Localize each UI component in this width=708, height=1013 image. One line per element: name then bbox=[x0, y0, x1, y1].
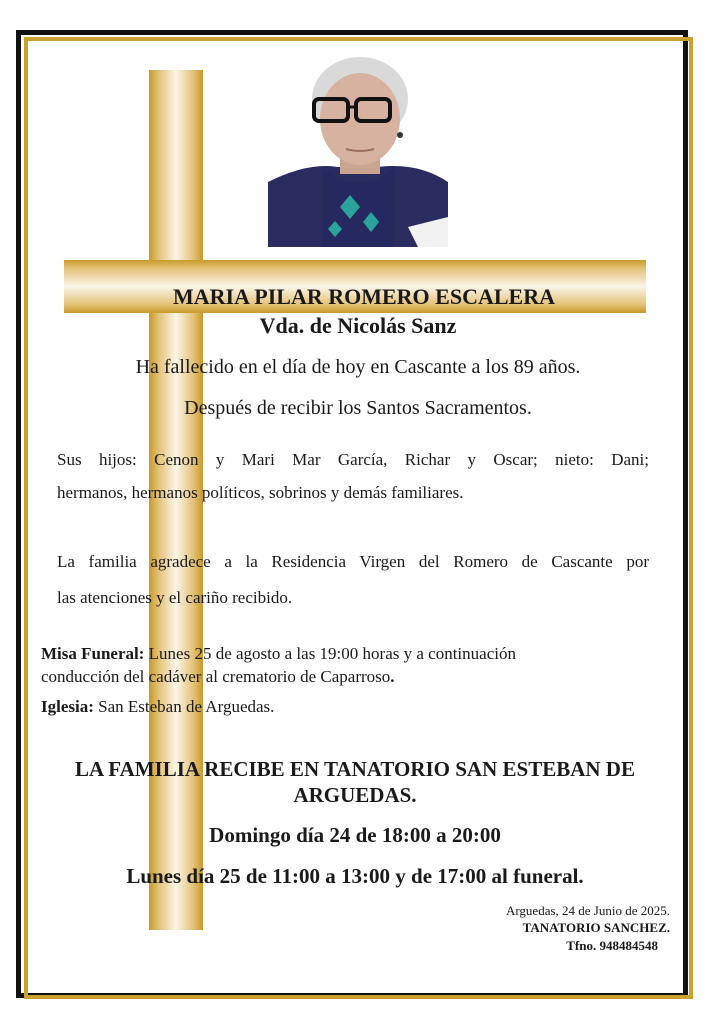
church-text: San Esteban de Arguedas. bbox=[93, 697, 275, 716]
family-line-2: hermanos, hermanos políticos, sobrinos y demás familiares. bbox=[57, 483, 464, 502]
place-date: Arguedas, 24 de Junio de 2025. bbox=[505, 903, 670, 918]
widow-line: Vda. de Nicolás Sanz bbox=[259, 313, 457, 338]
thanks-line-2: las atenciones y el cariño recibido. bbox=[57, 588, 293, 607]
receives-line-2: ARGUEDAS. bbox=[293, 783, 417, 807]
thanks-line-1: La familia agradece a la Residencia Virgen del Romero de Cascante por bbox=[57, 552, 649, 571]
sacraments-line: Después de recibir los Santos Sacramentos. bbox=[184, 397, 532, 419]
portrait-illustration bbox=[268, 57, 448, 247]
sunday-hours: Domingo día 24 de 18:00 a 20:00 bbox=[209, 823, 501, 847]
mass-text-1: Lunes 25 de agosto a las 19:00 horas y a continuación bbox=[144, 644, 516, 663]
church-label: Iglesia: bbox=[41, 697, 94, 716]
mass-end: . bbox=[390, 667, 395, 686]
funeral-home-phone: Tfno. 948484548 bbox=[566, 938, 658, 953]
family-line-1: Sus hijos: Cenon y Mari Mar García, Richar y Oscar; nieto: Dani; bbox=[57, 450, 649, 469]
church-line bbox=[41, 697, 661, 717]
deceased-name: MARIA PILAR ROMERO ESCALERA bbox=[173, 284, 555, 309]
mass-label: Misa Funeral: bbox=[41, 644, 145, 663]
funeral-home-name: TANATORIO SANCHEZ. bbox=[522, 920, 670, 935]
death-line: Ha fallecido en el día de hoy en Cascante a los 89 años. bbox=[135, 356, 581, 378]
portrait-photo bbox=[268, 57, 448, 247]
mass-line-1 bbox=[41, 644, 661, 664]
mass-text-2: conducción del cadáver al crematorio de Caparroso bbox=[41, 667, 391, 686]
monday-hours: Lunes día 25 de 11:00 a 13:00 y de 17:00 al funeral. bbox=[126, 864, 584, 888]
mass-line-2 bbox=[41, 667, 661, 687]
receives-line-1: LA FAMILIA RECIBE EN TANATORIO SAN ESTEBAN DE bbox=[75, 757, 635, 781]
